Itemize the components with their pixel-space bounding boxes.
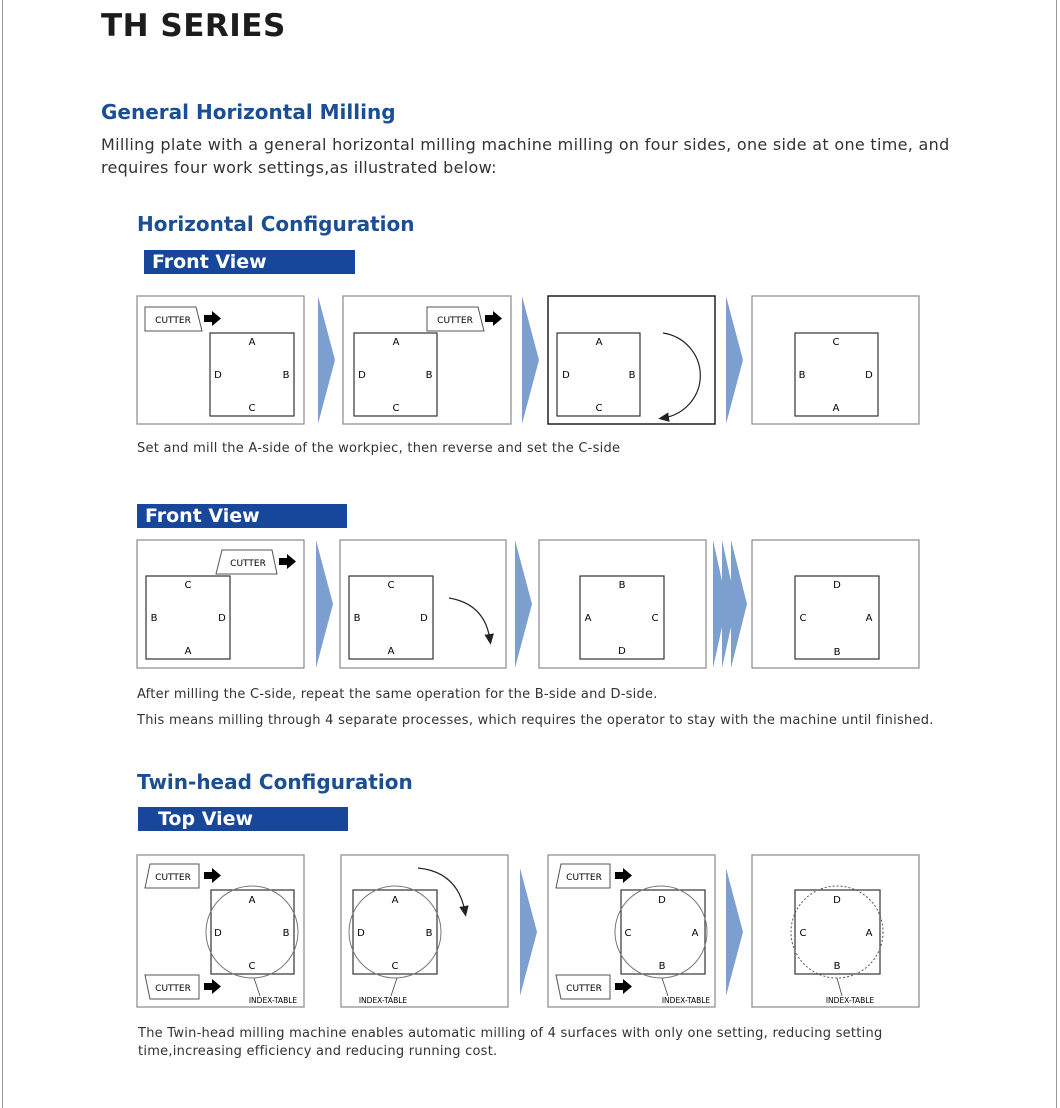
- step-arrow-icon: [515, 540, 532, 668]
- svg-text:B: B: [282, 370, 290, 381]
- row2-panel-4: [752, 540, 919, 668]
- cutter-label: CUTTER: [155, 316, 191, 326]
- caption-twin-head: The Twin-head milling machine enables automatic milling of 4 surfaces with only one setting, reducing setting time,increasing efficiency and reducing running cost.: [138, 1026, 883, 1059]
- row1-panel-4: [752, 296, 919, 424]
- feed-arrow-icon: [485, 311, 502, 326]
- rotate-arrow-icon: [663, 333, 700, 418]
- caption-row-2b: This means milling through 4 separate processes, which requires the operator to stay with the machine until finished.: [137, 713, 934, 728]
- row3-panel-2: [341, 855, 508, 1007]
- svg-text:D: D: [420, 613, 428, 624]
- row3-panel-3: [548, 855, 715, 1007]
- row2-panel-2: [340, 540, 506, 668]
- step-arrow-icon: [726, 296, 743, 424]
- step-arrow-icon: [726, 868, 743, 996]
- svg-text:CUTTER: CUTTER: [155, 873, 191, 883]
- svg-text:D: D: [658, 895, 666, 906]
- svg-text:C: C: [184, 580, 192, 591]
- front-view-label-2: Front View: [137, 504, 347, 528]
- row1-panel-1: [137, 296, 304, 424]
- svg-text:A: A: [584, 613, 592, 624]
- svg-text:B: B: [425, 928, 433, 939]
- svg-text:C: C: [391, 961, 399, 972]
- row2-panel-3: [539, 540, 706, 668]
- svg-text:CUTTER: CUTTER: [566, 984, 602, 994]
- step-arrow-icon: [522, 296, 539, 424]
- svg-text:B: B: [353, 613, 361, 624]
- svg-text:D: D: [618, 646, 626, 657]
- page-title: TH SERIES: [101, 8, 286, 44]
- svg-text:CUTTER: CUTTER: [155, 984, 191, 994]
- svg-text:B: B: [798, 370, 806, 381]
- svg-text:C: C: [832, 337, 840, 348]
- svg-text:C: C: [651, 613, 659, 624]
- step-arrow-icon: [316, 540, 333, 668]
- svg-text:A: A: [392, 337, 400, 348]
- svg-text:A: A: [184, 646, 192, 657]
- svg-text:B: B: [833, 647, 841, 658]
- svg-text:D: D: [358, 370, 366, 381]
- svg-text:C: C: [624, 928, 632, 939]
- svg-text:INDEX-TABLE: INDEX-TABLE: [825, 996, 875, 1005]
- top-view-label: Top View: [138, 807, 348, 831]
- svg-text:C: C: [248, 403, 256, 414]
- row1-panel-2: [343, 296, 511, 424]
- svg-text:A: A: [391, 895, 399, 906]
- svg-text:A: A: [595, 337, 603, 348]
- section-title: General Horizontal Milling: [101, 100, 396, 124]
- horizontal-config-title: Horizontal Configuration: [137, 212, 415, 236]
- svg-text:INDEX-TABLE: INDEX-TABLE: [358, 996, 408, 1005]
- row1-panel-3: [548, 296, 715, 424]
- svg-text:A: A: [832, 403, 840, 414]
- svg-text:A: A: [387, 646, 395, 657]
- caption-row-2a: After milling the C-side, repeat the same operation for the B-side and D-side.: [137, 687, 658, 702]
- feed-arrow-icon: [279, 554, 296, 569]
- svg-text:B: B: [658, 961, 666, 972]
- svg-text:B: B: [618, 580, 626, 591]
- svg-text:A: A: [248, 337, 256, 348]
- rotate-arrow-icon: [449, 598, 490, 640]
- step-arrow-icon: [731, 540, 747, 668]
- svg-text:INDEX-TABLE: INDEX-TABLE: [661, 996, 711, 1005]
- svg-text:A: A: [865, 613, 873, 624]
- feed-arrow-icon: [204, 979, 221, 994]
- svg-text:A: A: [691, 928, 699, 939]
- svg-text:D: D: [833, 895, 841, 906]
- svg-text:B: B: [282, 928, 290, 939]
- svg-text:C: C: [799, 613, 807, 624]
- row2-panel-1: [137, 540, 304, 668]
- svg-text:CUTTER: CUTTER: [230, 559, 266, 569]
- svg-text:D: D: [833, 580, 841, 591]
- svg-text:B: B: [628, 370, 636, 381]
- svg-text:A: A: [865, 928, 873, 939]
- svg-text:C: C: [387, 580, 395, 591]
- svg-text:A: A: [248, 895, 256, 906]
- svg-text:CUTTER: CUTTER: [566, 873, 602, 883]
- svg-text:D: D: [562, 370, 570, 381]
- row3-panel-1: [137, 855, 304, 1007]
- svg-text:D: D: [214, 370, 222, 381]
- twin-head-config-title: Twin-head Configuration: [137, 770, 413, 794]
- feed-arrow-icon: [615, 868, 632, 883]
- step-arrow-icon: [520, 868, 537, 996]
- svg-text:B: B: [150, 613, 158, 624]
- intro-paragraph: Milling plate with a general horizontal milling machine milling on four sides, one side at one time, and requires four work settings,as illustrated below:: [101, 135, 950, 177]
- step-arrow-icon: [318, 296, 335, 424]
- svg-text:D: D: [357, 928, 365, 939]
- svg-text:CUTTER: CUTTER: [437, 316, 473, 326]
- svg-text:D: D: [865, 370, 873, 381]
- row3-panel-4: [752, 855, 919, 1007]
- feed-arrow-icon: [204, 868, 221, 883]
- svg-text:C: C: [595, 403, 603, 414]
- caption-row-1: Set and mill the A-side of the workpiec, then reverse and set the C-side: [137, 441, 621, 456]
- svg-text:D: D: [214, 928, 222, 939]
- svg-text:C: C: [799, 928, 807, 939]
- svg-text:C: C: [248, 961, 256, 972]
- svg-text:INDEX-TABLE: INDEX-TABLE: [248, 996, 298, 1005]
- svg-text:D: D: [218, 613, 226, 624]
- feed-arrow-icon: [615, 979, 632, 994]
- feed-arrow-icon: [204, 311, 221, 326]
- svg-text:C: C: [392, 403, 400, 414]
- front-view-label-1: Front View: [144, 250, 355, 274]
- svg-text:B: B: [425, 370, 433, 381]
- svg-text:B: B: [833, 961, 841, 972]
